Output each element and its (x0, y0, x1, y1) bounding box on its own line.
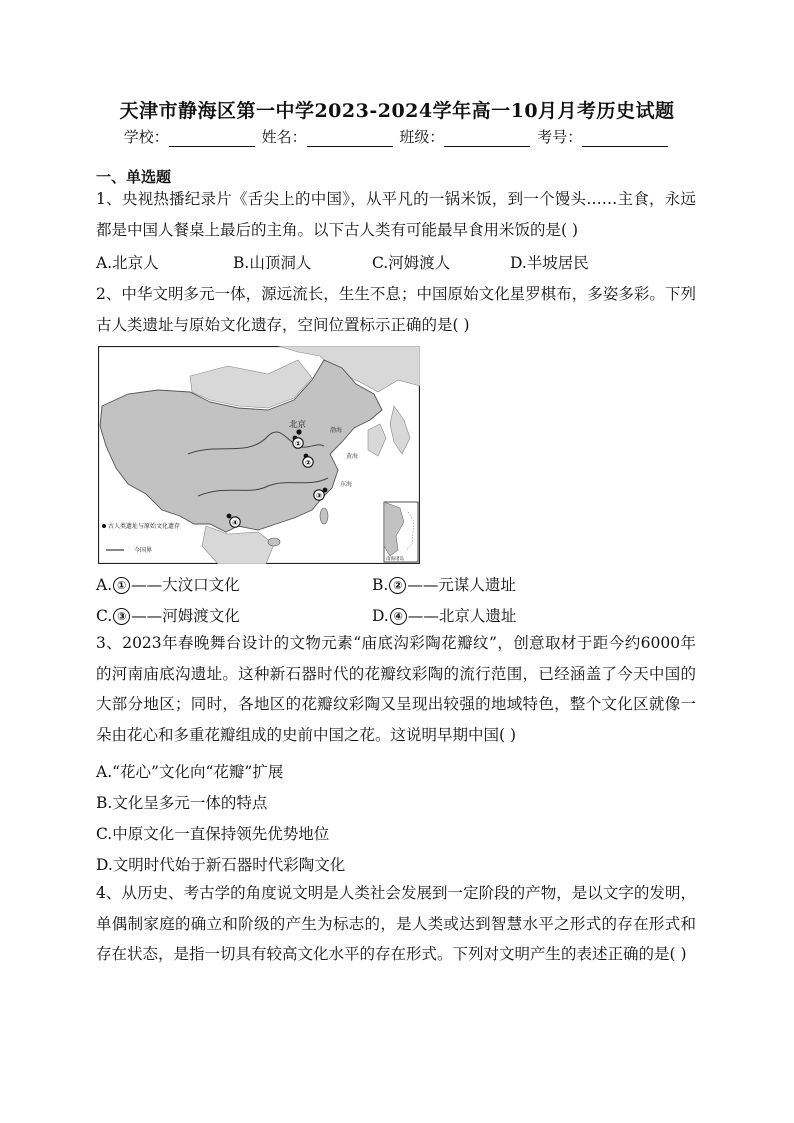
q2-option-c-prefix: C. (96, 607, 113, 625)
school-blank[interactable] (169, 131, 255, 147)
number-blank[interactable] (582, 131, 668, 147)
school-label: 学校： (123, 128, 169, 146)
q2-option-c-text: ——河姆渡文化 (131, 607, 240, 625)
q3-option-a[interactable]: A.“花心”文化向“花瓣”扩展 (96, 763, 284, 781)
q2-option-d-number: ④ (390, 608, 407, 625)
svg-text:②: ② (305, 459, 311, 467)
exam-title: 天津市静海区第一中学2023-2024学年高一10月月考历史试题 (119, 100, 675, 122)
q2-option-d-prefix: D. (372, 607, 389, 625)
q2-option-a-prefix: A. (96, 576, 113, 594)
q1-option-d[interactable]: D.半坡居民 (510, 254, 589, 272)
legend-line-label: 今国界 (134, 547, 153, 554)
q1-option-b[interactable]: B.山顶洞人 (233, 254, 312, 272)
beijing-label: 北京 (289, 420, 307, 430)
q2-option-d-text: ——北京人遗址 (407, 607, 517, 625)
q2-option-c[interactable] (96, 604, 240, 626)
sea-label-bohai: 渤海 (330, 427, 343, 434)
svg-text:④: ④ (232, 519, 238, 527)
question-4-text: 4、从历史、考古学的角度说文明是人类社会发展到一定阶段的产物，是以文字的发明，单偶制家庭的确立和阶级的产生为标志的，是人类或达到智慧水平之形式的存在形式和存在状态，是指一切具有较高文化水平的存在形式。下列对文明产生的表述正确的是( ) (96, 884, 696, 963)
inset-label: 南海诸岛 (386, 557, 404, 562)
china-map-figure (98, 346, 420, 564)
class-blank[interactable] (444, 131, 530, 147)
question-3-text: 3、2023年春晚舞台设计的文物元素“庙底沟彩陶花瓣纹”，创意取材于距今约6000年的河南庙底沟遗址。这种新石器时代的花瓣纹彩陶的流行范围，已经涵盖了今天中国的大部分地区；同时，各地区的花瓣纹彩陶又呈现出较强的地域特色，整个文化区就像一朵由花心和多重花瓣组成的史前中国之花。这说明早期中国( ) (96, 634, 696, 744)
q1-option-c[interactable]: C.河姆渡人 (372, 254, 451, 272)
q2-option-a[interactable] (96, 573, 240, 595)
q2-option-d[interactable] (372, 604, 516, 626)
sea-label-yellow: 黄海 (346, 453, 359, 460)
sea-label-east: 东海 (340, 481, 353, 488)
q3-option-d[interactable]: D.文明时代始于新石器时代彩陶文化 (96, 856, 346, 874)
q2-option-b-prefix: B. (372, 576, 389, 594)
q2-option-b-text: ——元谋人遗址 (407, 576, 516, 594)
beijing-marker (296, 429, 301, 434)
student-info-row (0, 126, 794, 147)
legend-dot-label: 古人类遗址与原始文化遗存 (108, 523, 181, 530)
question-2-text: 2、中华文明多元一体，源远流长，生生不息；中国原始文化星罗棋布，多姿多彩。下列古人类遗址与原始文化遗存，空间位置标示正确的是( ) (96, 285, 696, 334)
number-label: 考号： (537, 128, 583, 146)
svg-text:①: ① (295, 440, 301, 448)
q2-option-a-text: ——大汶口文化 (131, 576, 240, 594)
name-label: 姓名： (261, 128, 307, 146)
q3-option-c[interactable]: C.中原文化一直保持领先优势地位 (96, 825, 330, 843)
q2-option-b[interactable] (372, 573, 516, 595)
svg-text:③: ③ (316, 492, 322, 500)
question-1-text: 1、央视热播纪录片《舌尖上的中国》，从平凡的一锅米饭，到一个馒头……主食，永远都是中国人餐桌上最后的主角。以下古人类有可能最早食用米饭的是( ) (96, 190, 696, 239)
q2-option-a-number: ① (113, 577, 130, 594)
q2-option-b-number: ② (389, 577, 406, 594)
name-blank[interactable] (307, 131, 393, 147)
q2-option-c-number: ③ (113, 608, 130, 625)
section-title: 一、单选题 (96, 168, 172, 186)
q1-option-a[interactable]: A.北京人 (96, 254, 159, 272)
south-sea-inset (384, 502, 418, 562)
class-label: 班级： (399, 128, 445, 146)
q3-option-b[interactable]: B.文化呈多元一体的特点 (96, 794, 268, 812)
